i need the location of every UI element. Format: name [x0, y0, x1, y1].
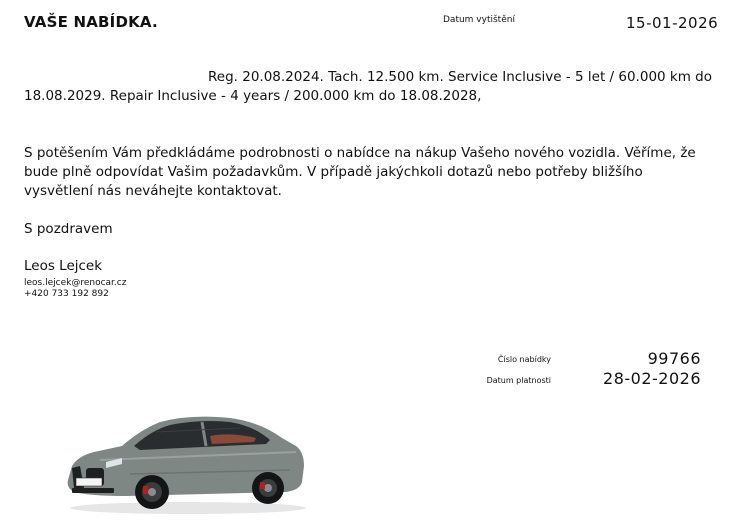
- signer-phone: +420 733 192 892: [24, 289, 109, 299]
- validity-date-value: 28-02-2026: [603, 369, 701, 388]
- print-date-value: 15-01-2026: [626, 14, 719, 32]
- vehicle-description: Reg. 20.08.2024. Tach. 12.500 km. Service Inclusive - 5 let / 60.000 km do 18.08.2029. Repair Inclusive - 4 years / 200.000 km do 18.08.2028,: [24, 69, 712, 104]
- car-image: [60, 408, 310, 516]
- greeting: S pozdravem: [24, 221, 113, 237]
- print-date-label: Datum vytištění: [443, 15, 515, 25]
- signer-email: leos.lejcek@renocar.cz: [24, 278, 127, 288]
- intro-paragraph: S potěšením Vám předkládáme podrobnosti o nabídce na nákup Vašeho nového vozidla. Věříme, že bude plně odpovídat Vašim požadavkům. V případě jakýchkoli dotazů nebo potřeby bližšího vysvětlení nás neváhejte kontaktovat.: [24, 145, 696, 199]
- offer-number-label: Číslo nabídky: [497, 355, 551, 364]
- validity-date-label: Datum platnosti: [486, 376, 551, 385]
- signer-name: Leos Lejcek: [24, 258, 103, 274]
- document-title: VAŠE NABÍDKA.: [24, 13, 158, 31]
- offer-number-value: 99766: [647, 349, 701, 368]
